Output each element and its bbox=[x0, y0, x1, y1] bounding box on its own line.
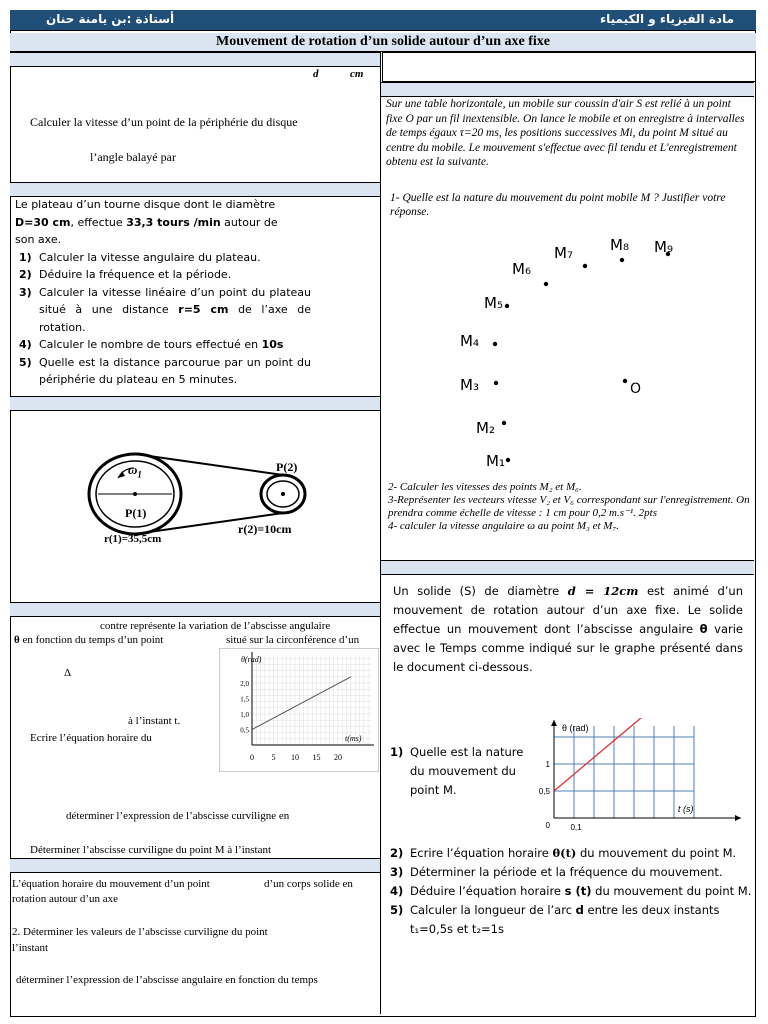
ex5-q3: 3-Représenter les vecteurs vitesse V₂ et V₆ correspondant sur l'enregistrement. On prendra comme échelle de vitesse : 1 cm pour 0,2 m.s⁻¹. 2pts bbox=[388, 494, 750, 519]
section-band-3 bbox=[10, 396, 380, 411]
chart2-y-arrow bbox=[551, 720, 557, 726]
chart2 bbox=[523, 718, 745, 844]
chart1-ylabel: θ(rad) bbox=[241, 655, 262, 664]
section-band-5 bbox=[10, 858, 380, 873]
ex4-line1b: d’un corps solide en bbox=[264, 878, 353, 890]
trajectory-point-label: M₂ bbox=[476, 419, 495, 437]
ex3-line7: Déterminer l’abscisse curviligne du point M à l’instant bbox=[30, 844, 272, 856]
ex3-line1: contre représente la variation de l’abscisse angulaire bbox=[100, 620, 331, 632]
chart2-y-tick: 0,5 bbox=[538, 787, 550, 796]
ex5-intro: Sur une table horizontale, un mobile sur coussin d'air S est relié à un point fixe O par un fil inextensible. On lance le mobile et on enregistre à intervalles de temps égaux τ=20 ms, les positions successives Mi, du point M situé au centre du mobile. Le mouvement s'effectue avec fil tendu et L'enregistrement obtenu est la suivante. bbox=[386, 98, 745, 168]
ex3-line2c: situé sur la circonférence d’un bbox=[226, 634, 360, 646]
ex6-questions bbox=[386, 844, 756, 939]
chart1-origin-label: 0 bbox=[250, 753, 254, 762]
ex5-q2: 2- Calculer les vitesses des points M₂ et M₆. bbox=[388, 481, 582, 493]
chart1-y-tick: 1,5 bbox=[240, 695, 249, 704]
ex3-line5: Ecrire l’équation horaire du bbox=[30, 732, 152, 744]
ex1-frag-cm: cm bbox=[350, 68, 364, 80]
ex3-line2: θ en fonction du temps d’un point bbox=[14, 634, 164, 646]
ex3-delta: Δ bbox=[64, 667, 72, 679]
header-bar bbox=[10, 10, 756, 30]
trajectory-point bbox=[620, 258, 624, 262]
chart1-y-tick: 1,0 bbox=[240, 711, 249, 719]
trajectory-point bbox=[502, 421, 506, 425]
ex2-q2: 2) Déduire la fréquence et la période. bbox=[19, 268, 232, 281]
ex4-line2: rotation autour d’un axe bbox=[12, 893, 118, 905]
ex1-frag-d: d bbox=[313, 68, 319, 80]
omega-label: $\omega_1$ bbox=[128, 462, 142, 480]
section-band-r1 bbox=[381, 82, 754, 97]
p1-label: P(1) bbox=[125, 506, 147, 520]
section-band-4 bbox=[10, 602, 380, 617]
ex4-line3: 2. Déterminer les valeurs de l’abscisse curviligne du point bbox=[12, 926, 268, 938]
trajectory-center-label: O bbox=[630, 381, 642, 397]
ex5-q4: 4- calculer la vitesse angulaire ω au point M₃ et M₇. bbox=[388, 520, 619, 532]
chart1-x-tick: 10 bbox=[291, 753, 299, 762]
chart2-x-arrow bbox=[735, 815, 741, 821]
r2-label: r(2)=10cm bbox=[238, 522, 292, 536]
trajectory-point-label: M₈ bbox=[610, 236, 629, 254]
trajectory-point bbox=[506, 458, 510, 462]
trajectory-point-label: M₅ bbox=[484, 294, 503, 312]
ex4-line4: l’instant bbox=[12, 942, 49, 954]
ex2-intro2: D=30 cm, effectue 33,3 tours /min autour de bbox=[15, 215, 278, 229]
chart2-ylabel: θ (rad) bbox=[562, 723, 589, 733]
trajectory-point-label: M₇ bbox=[554, 244, 573, 262]
trajectory-point bbox=[544, 282, 548, 286]
ex4-line5: déterminer l’expression de l’abscisse angulaire en fonction du temps bbox=[16, 974, 318, 986]
ex2-q5: 5) Quelle est la distance parcourue par un point du périphérie du plateau en 5 minutes. bbox=[19, 355, 311, 386]
ex2-q4: 4) Calculer le nombre de tours effectué en 10s bbox=[19, 338, 284, 351]
ex1-line2: l’angle balayé par bbox=[90, 150, 176, 164]
ex4-line1a: L’équation horaire du mouvement d’un point bbox=[12, 878, 210, 890]
ex2-intro3: son axe. bbox=[15, 233, 62, 246]
section-band-1 bbox=[10, 52, 380, 67]
chart1-xlabel: t(ms) bbox=[345, 734, 362, 743]
chart1-y-tick: 0,5 bbox=[240, 726, 249, 735]
chart2-y-tick: 1 bbox=[545, 760, 550, 769]
subject-title: مادة الفيزياء و الكيمياء bbox=[599, 12, 734, 26]
ex6-q5: 5) Calculer la longueur de l’arc d entre les deux instants t₁=0,5s et t₂=1s bbox=[390, 903, 720, 936]
ex5-questions bbox=[388, 481, 750, 533]
ex3-line4: à l’instant t. bbox=[128, 715, 181, 727]
trajectory-point-label: M₉ bbox=[654, 238, 673, 256]
trajectory-point bbox=[583, 264, 587, 268]
trajectory-point-label: M₆ bbox=[512, 260, 531, 278]
chart2-xlabel: t (s) bbox=[678, 804, 694, 814]
ex6-intro: Un solide (S) de diamètre d = 12cm est animé d’un mouvement de rotation autour d’un axe fixe. Le solide effectue un mouvement dont l’abscisse angulaire θ varie avec le Temps comme indiqué sur le graphe présenté dans le document ci-dessous. bbox=[393, 584, 744, 674]
chart1-x-tick: 5 bbox=[271, 753, 276, 762]
ex2-intro1: Le plateau d’un tourne disque dont le diamètre bbox=[15, 198, 276, 211]
teacher-name: أستاذة :بن يامنة حنان bbox=[46, 12, 175, 26]
ex2-q3: 3) Calculer la vitesse linéaire d’un point du plateau situé à une distance r=5 cm de l’axe de rotation. bbox=[19, 285, 311, 334]
trajectory-diagram bbox=[440, 228, 700, 478]
column-divider bbox=[380, 52, 381, 1014]
trajectory-point-label: M₄ bbox=[460, 332, 479, 350]
trajectory-point-label: M₁ bbox=[486, 452, 505, 470]
trajectory-point bbox=[494, 381, 498, 385]
trajectory-point bbox=[493, 342, 497, 346]
document-title: Mouvement de rotation d’un solide autour d’un axe fixe bbox=[10, 33, 756, 52]
ex1-line1: Calculer la vitesse d’un point de la périphérie du disque bbox=[30, 115, 298, 129]
ex2-q1: 1) Calculer la vitesse angulaire du plateau. bbox=[19, 250, 261, 264]
ex6-q4: 4) Déduire l’équation horaire s (t) du mouvement du point M. bbox=[390, 884, 752, 898]
chart1 bbox=[219, 648, 379, 772]
ex2-block bbox=[15, 196, 311, 389]
ex6-q3: 3) Déterminer la période et la fréquence du mouvement. bbox=[390, 865, 723, 879]
ex2-questions bbox=[15, 249, 311, 389]
section-band-r2 bbox=[381, 560, 754, 575]
ex3-line6: déterminer l’expression de l’abscisse curviligne en bbox=[66, 810, 290, 822]
ex6-q1: 1) Quelle est la nature du mouvement du point M. bbox=[390, 745, 524, 797]
chart1-x-tick: 20 bbox=[334, 753, 342, 762]
trajectory-point-label: M₃ bbox=[460, 376, 479, 394]
ex5-q1: 1- Quelle est la nature du mouvement du point mobile M ? Justifier votre réponse. bbox=[390, 192, 726, 218]
ex6-q2: 2) Ecrire l’équation horaire θ(t) du mouvement du point M. bbox=[390, 846, 737, 860]
p2-label: P(2) bbox=[276, 460, 298, 474]
r1-label: r(1)=35,5cm bbox=[104, 533, 162, 545]
blank-box bbox=[382, 52, 756, 82]
section-band-2 bbox=[10, 182, 380, 197]
chart1-y-tick: 2,0 bbox=[240, 680, 249, 688]
trajectory-point bbox=[505, 304, 509, 308]
chart2-origin-label: 0 bbox=[545, 821, 550, 830]
trajectory-center bbox=[623, 379, 627, 383]
chart2-x-tick: 0,1 bbox=[570, 823, 582, 832]
chart1-x-tick: 15 bbox=[312, 753, 321, 762]
